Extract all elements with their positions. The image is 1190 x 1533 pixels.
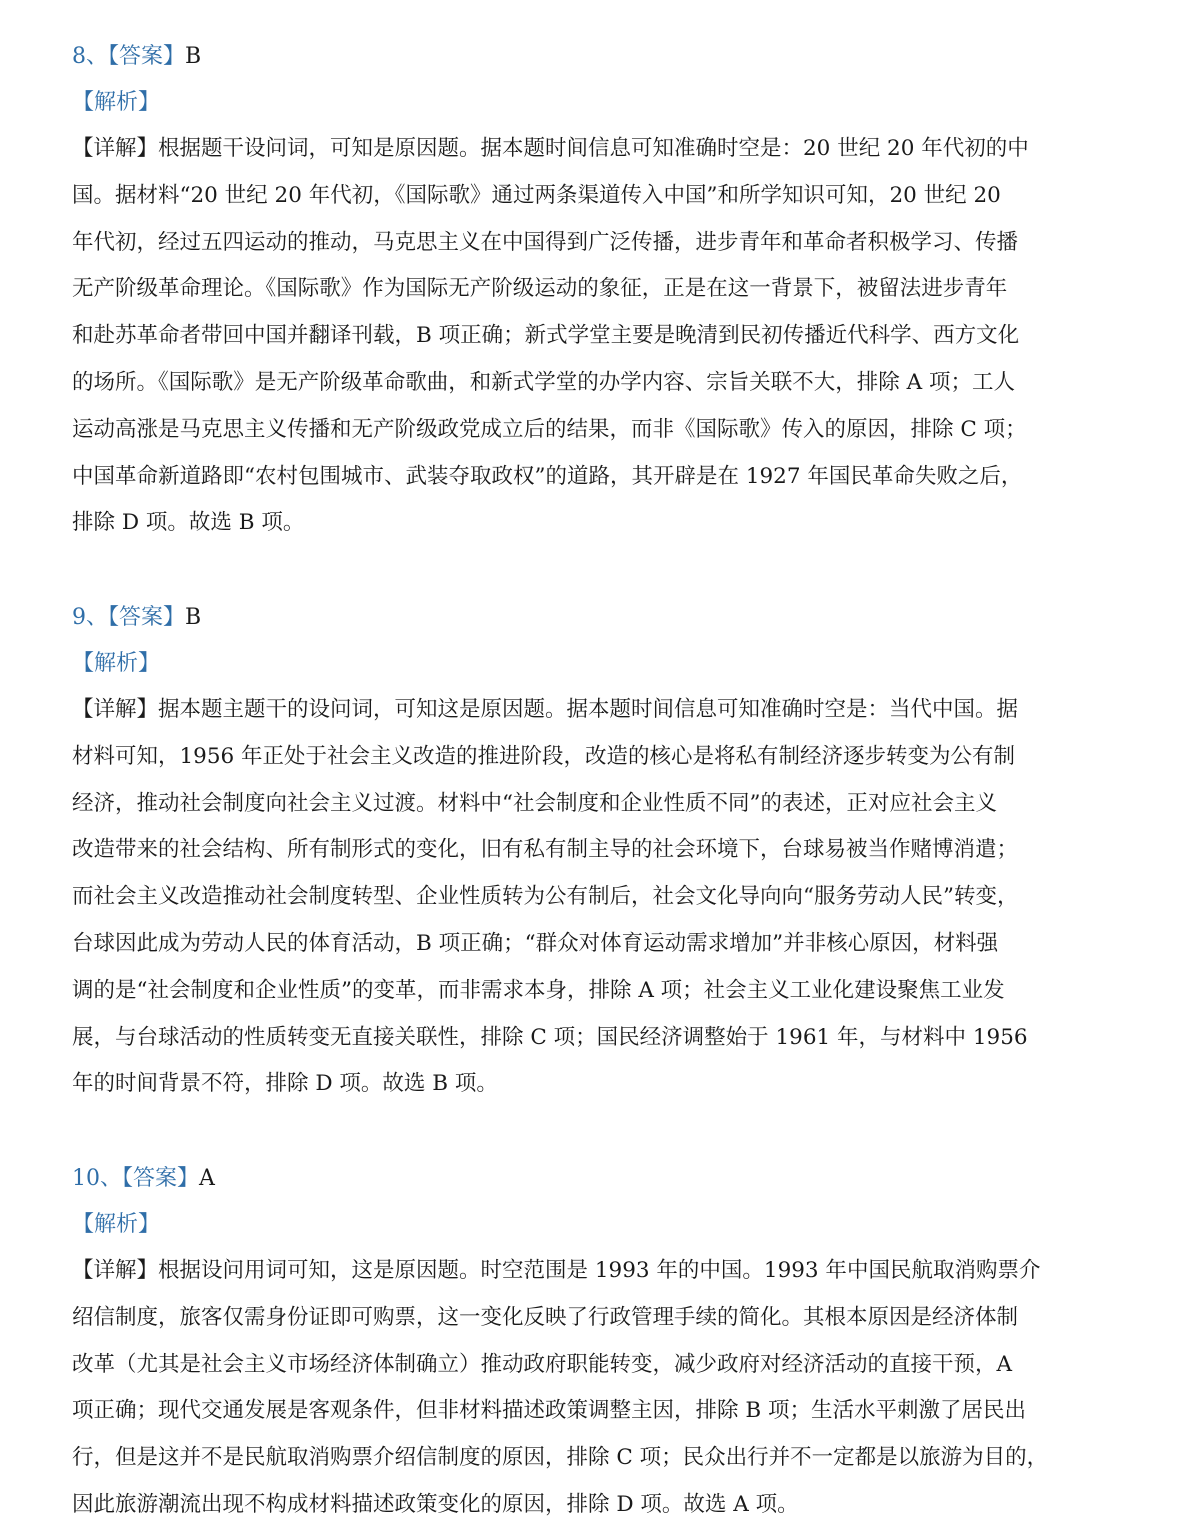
detail-line: 台球因此成为劳动人民的体育活动，B 项正确；“群众对体育运动需求增加”并非核心原因，材料强 xyxy=(72,930,999,956)
detail-line: 改造带来的社会结构、所有制形式的变化，旧有私有制主导的社会环境下，台球易被当作赌博消遣； xyxy=(72,837,1019,863)
question-9-explanation xyxy=(72,595,1120,1108)
question-10-explanation xyxy=(72,1156,1120,1529)
answer-value: B xyxy=(185,44,202,69)
detail-line: 行，但是这并不是民航取消购票介绍信制度的原因，排除 C 项；民众出行并不一定都是以旅游为目的， xyxy=(72,1445,1049,1471)
answer-value: A xyxy=(199,1166,215,1191)
detail-line: 【详解】据本题主题干的设问词，可知这是原因题。据本题时间信息可知准确时空是：当代中国。据 xyxy=(72,697,1019,722)
answer-value: B xyxy=(185,605,202,630)
detail-line: 【详解】根据设问用词可知，这是原因题。时空范围是 1993 年的中国。1993 年中国民航取消购票介 xyxy=(72,1258,1041,1283)
detail-line: 调的是“社会制度和企业性质”的变革，而非需求本身，排除 A 项；社会主义工业化建设聚焦工业发 xyxy=(72,977,1005,1003)
detail-paragraph xyxy=(72,1248,1120,1529)
detail-line: 年的时间背景不符，排除 D 项。故选 B 项。 xyxy=(72,1071,498,1097)
detail-paragraph xyxy=(72,126,1120,547)
analysis-heading: 【解析】 xyxy=(72,651,161,676)
detail-line: 绍信制度，旅客仅需身份证即可购票，这一变化反映了行政管理手续的简化。其根本原因是经济体制 xyxy=(72,1304,1019,1330)
detail-line: 国。据材料“20 世纪 20 年代初，《国际歌》通过两条渠道传入中国”和所学知识可知，20 世纪 20 xyxy=(72,182,1001,208)
detail-line: 无产阶级革命理论。《国际歌》作为国际无产阶级运动的象征，正是在这一背景下，被留法进步青年 xyxy=(72,276,1008,302)
detail-line: 经济，推动社会制度向社会主义过渡。材料中“社会制度和企业性质不同”的表述，正对应社会主义 xyxy=(72,790,997,816)
detail-paragraph xyxy=(72,687,1120,1108)
analysis-heading: 【解析】 xyxy=(72,90,161,115)
question-number: 9、 xyxy=(72,605,108,630)
detail-line: 的场所。《国际歌》是无产阶级革命歌曲，和新式学堂的办学内容、宗旨关联不大，排除 A 项；工人 xyxy=(72,369,1015,395)
answer-heading xyxy=(72,34,1120,80)
detail-line: 改革（尤其是社会主义市场经济体制确立）推动政府职能转变，减少政府对经济活动的直接干预，A xyxy=(72,1351,1013,1377)
detail-line: 因此旅游潮流出现不构成材料描述政策变化的原因，排除 D 项。故选 A 项。 xyxy=(72,1491,799,1517)
question-8-explanation xyxy=(72,34,1120,547)
detail-line: 年代初，经过五四运动的推动，马克思主义在中国得到广泛传播，进步青年和革命者积极学习、传播 xyxy=(72,229,1019,255)
detail-line: 中国革命新道路即“农村包围城市、武装夺取政权”的道路，其开辟是在 1927 年国民革命失败之后， xyxy=(72,463,1023,489)
detail-line: 排除 D 项。故选 B 项。 xyxy=(72,510,305,536)
answer-tag: 【答案】 xyxy=(108,44,186,69)
question-number: 10、 xyxy=(72,1166,122,1191)
answer-tag: 【答案】 xyxy=(122,1166,200,1191)
question-number: 8、 xyxy=(72,44,108,69)
analysis-heading: 【解析】 xyxy=(72,1212,161,1237)
detail-line: 和赴苏革命者带回中国并翻译刊载，B 项正确；新式学堂主要是晚清到民初传播近代科学、西方文化 xyxy=(72,323,1020,349)
detail-line: 运动高涨是马克思主义传播和无产阶级政党成立后的结果，而非《国际歌》传入的原因，排除 C 项； xyxy=(72,416,1027,442)
detail-line: 项正确；现代交通发展是客观条件，但非材料描述政策调整主因，排除 B 项；生活水平刺激了居民出 xyxy=(72,1398,1026,1424)
detail-line: 【详解】根据题干设问词，可知是原因题。据本题时间信息可知准确时空是：20 世纪 20 年代初的中 xyxy=(72,136,1029,161)
detail-line: 而社会主义改造推动社会制度转型、企业性质转为公有制后，社会文化导向向“服务劳动人民”转变， xyxy=(72,884,1019,910)
answer-heading xyxy=(72,1156,1120,1202)
detail-line: 材料可知，1956 年正处于社会主义改造的推进阶段，改造的核心是将私有制经济逐步转变为公有制 xyxy=(72,743,1016,769)
detail-line: 展，与台球活动的性质转变无直接关联性，排除 C 项；国民经济调整始于 1961 年，与材料中 1956 xyxy=(72,1024,1028,1050)
answer-heading xyxy=(72,595,1120,641)
answer-tag: 【答案】 xyxy=(108,605,186,630)
